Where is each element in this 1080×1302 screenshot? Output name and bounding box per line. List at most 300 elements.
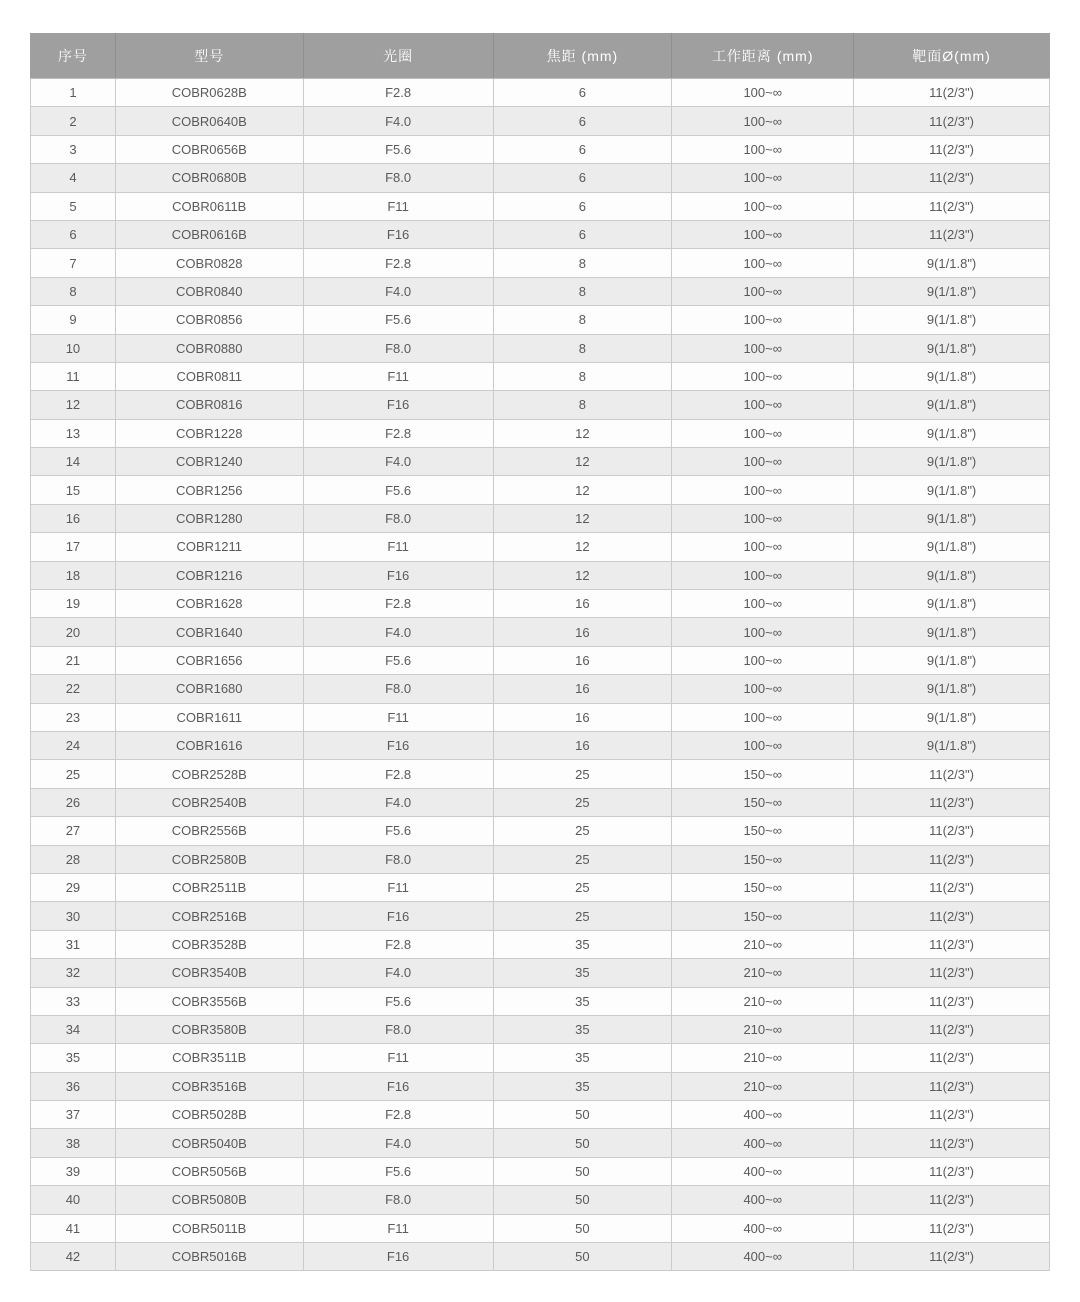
table-row — [31, 590, 1050, 618]
cell-working-distance-mm: 400~∞ — [672, 1186, 854, 1214]
cell-aperture: F8.0 — [303, 504, 493, 532]
cell-sensor-size-mm: 11(2/3") — [854, 788, 1050, 816]
cell-working-distance-mm: 150~∞ — [672, 817, 854, 845]
cell-index: 32 — [31, 959, 116, 987]
cell-model: COBR5056B — [115, 1157, 303, 1185]
cell-aperture: F2.8 — [303, 249, 493, 277]
cell-sensor-size-mm: 9(1/1.8") — [854, 448, 1050, 476]
cell-focal-length-mm: 6 — [493, 135, 672, 163]
cell-working-distance-mm: 210~∞ — [672, 1015, 854, 1043]
cell-sensor-size-mm: 11(2/3") — [854, 1044, 1050, 1072]
cell-focal-length-mm: 8 — [493, 334, 672, 362]
cell-index: 20 — [31, 618, 116, 646]
cell-index: 4 — [31, 164, 116, 192]
table-row — [31, 1243, 1050, 1271]
cell-focal-length-mm: 8 — [493, 249, 672, 277]
cell-sensor-size-mm: 11(2/3") — [854, 79, 1050, 107]
cell-sensor-size-mm: 11(2/3") — [854, 987, 1050, 1015]
cell-aperture: F5.6 — [303, 817, 493, 845]
cell-model: COBR5028B — [115, 1101, 303, 1129]
cell-working-distance-mm: 400~∞ — [672, 1214, 854, 1242]
cell-model: COBR0840 — [115, 277, 303, 305]
cell-index: 38 — [31, 1129, 116, 1157]
cell-aperture: F5.6 — [303, 135, 493, 163]
cell-working-distance-mm: 150~∞ — [672, 902, 854, 930]
cell-index: 23 — [31, 703, 116, 731]
cell-working-distance-mm: 400~∞ — [672, 1157, 854, 1185]
column-header-aperture: 光圈 — [303, 34, 493, 79]
cell-model: COBR2580B — [115, 845, 303, 873]
cell-aperture: F11 — [303, 362, 493, 390]
column-header-model: 型号 — [115, 34, 303, 79]
cell-index: 26 — [31, 788, 116, 816]
cell-aperture: F8.0 — [303, 845, 493, 873]
cell-working-distance-mm: 100~∞ — [672, 192, 854, 220]
cell-model: COBR1611 — [115, 703, 303, 731]
cell-index: 34 — [31, 1015, 116, 1043]
table-row — [31, 1129, 1050, 1157]
cell-index: 1 — [31, 79, 116, 107]
cell-index: 41 — [31, 1214, 116, 1242]
cell-aperture: F4.0 — [303, 959, 493, 987]
cell-aperture: F11 — [303, 533, 493, 561]
cell-focal-length-mm: 50 — [493, 1214, 672, 1242]
cell-focal-length-mm: 12 — [493, 504, 672, 532]
cell-aperture: F16 — [303, 220, 493, 248]
cell-sensor-size-mm: 9(1/1.8") — [854, 362, 1050, 390]
cell-sensor-size-mm: 9(1/1.8") — [854, 277, 1050, 305]
cell-index: 35 — [31, 1044, 116, 1072]
cell-model: COBR1616 — [115, 731, 303, 759]
lens-spec-table-container — [30, 33, 1050, 1271]
column-header-index: 序号 — [31, 34, 116, 79]
cell-aperture: F11 — [303, 1044, 493, 1072]
table-row — [31, 902, 1050, 930]
cell-model: COBR5016B — [115, 1243, 303, 1271]
cell-focal-length-mm: 25 — [493, 760, 672, 788]
cell-aperture: F2.8 — [303, 590, 493, 618]
cell-focal-length-mm: 16 — [493, 646, 672, 674]
cell-working-distance-mm: 100~∞ — [672, 448, 854, 476]
cell-index: 9 — [31, 306, 116, 334]
cell-index: 13 — [31, 419, 116, 447]
cell-sensor-size-mm: 11(2/3") — [854, 845, 1050, 873]
cell-model: COBR2516B — [115, 902, 303, 930]
table-row — [31, 220, 1050, 248]
cell-index: 40 — [31, 1186, 116, 1214]
column-header-focal-length: 焦距 (mm) — [493, 34, 672, 79]
table-row — [31, 277, 1050, 305]
cell-working-distance-mm: 100~∞ — [672, 561, 854, 589]
cell-index: 7 — [31, 249, 116, 277]
cell-model: COBR3516B — [115, 1072, 303, 1100]
cell-sensor-size-mm: 9(1/1.8") — [854, 249, 1050, 277]
cell-aperture: F4.0 — [303, 1129, 493, 1157]
cell-focal-length-mm: 8 — [493, 362, 672, 390]
cell-sensor-size-mm: 9(1/1.8") — [854, 646, 1050, 674]
cell-focal-length-mm: 35 — [493, 1015, 672, 1043]
cell-focal-length-mm: 50 — [493, 1243, 672, 1271]
cell-aperture: F8.0 — [303, 675, 493, 703]
cell-aperture: F5.6 — [303, 306, 493, 334]
cell-model: COBR1628 — [115, 590, 303, 618]
cell-model: COBR0611B — [115, 192, 303, 220]
cell-focal-length-mm: 50 — [493, 1101, 672, 1129]
cell-aperture: F2.8 — [303, 1101, 493, 1129]
cell-model: COBR1240 — [115, 448, 303, 476]
cell-working-distance-mm: 100~∞ — [672, 277, 854, 305]
cell-focal-length-mm: 12 — [493, 419, 672, 447]
cell-index: 29 — [31, 873, 116, 901]
cell-sensor-size-mm: 9(1/1.8") — [854, 476, 1050, 504]
cell-index: 6 — [31, 220, 116, 248]
cell-working-distance-mm: 100~∞ — [672, 476, 854, 504]
cell-aperture: F8.0 — [303, 334, 493, 362]
cell-focal-length-mm: 16 — [493, 675, 672, 703]
table-row — [31, 760, 1050, 788]
cell-aperture: F8.0 — [303, 1186, 493, 1214]
cell-sensor-size-mm: 11(2/3") — [854, 192, 1050, 220]
cell-model: COBR5040B — [115, 1129, 303, 1157]
table-row — [31, 646, 1050, 674]
cell-focal-length-mm: 6 — [493, 192, 672, 220]
cell-working-distance-mm: 100~∞ — [672, 419, 854, 447]
cell-working-distance-mm: 100~∞ — [672, 590, 854, 618]
cell-aperture: F2.8 — [303, 930, 493, 958]
cell-sensor-size-mm: 11(2/3") — [854, 902, 1050, 930]
cell-working-distance-mm: 210~∞ — [672, 1072, 854, 1100]
cell-focal-length-mm: 25 — [493, 817, 672, 845]
cell-index: 16 — [31, 504, 116, 532]
cell-sensor-size-mm: 11(2/3") — [854, 1186, 1050, 1214]
table-row — [31, 703, 1050, 731]
cell-sensor-size-mm: 11(2/3") — [854, 1214, 1050, 1242]
cell-working-distance-mm: 100~∞ — [672, 391, 854, 419]
cell-working-distance-mm: 210~∞ — [672, 987, 854, 1015]
cell-model: COBR5011B — [115, 1214, 303, 1242]
cell-model: COBR1228 — [115, 419, 303, 447]
table-row — [31, 79, 1050, 107]
cell-index: 30 — [31, 902, 116, 930]
cell-sensor-size-mm: 11(2/3") — [854, 164, 1050, 192]
cell-index: 12 — [31, 391, 116, 419]
table-row — [31, 731, 1050, 759]
cell-aperture: F5.6 — [303, 1157, 493, 1185]
cell-focal-length-mm: 12 — [493, 533, 672, 561]
cell-index: 3 — [31, 135, 116, 163]
cell-aperture: F11 — [303, 703, 493, 731]
cell-working-distance-mm: 100~∞ — [672, 334, 854, 362]
cell-model: COBR1280 — [115, 504, 303, 532]
cell-aperture: F16 — [303, 1243, 493, 1271]
cell-sensor-size-mm: 9(1/1.8") — [854, 561, 1050, 589]
cell-focal-length-mm: 25 — [493, 873, 672, 901]
table-row — [31, 334, 1050, 362]
cell-aperture: F11 — [303, 1214, 493, 1242]
cell-index: 28 — [31, 845, 116, 873]
cell-index: 39 — [31, 1157, 116, 1185]
cell-model: COBR1656 — [115, 646, 303, 674]
cell-working-distance-mm: 100~∞ — [672, 533, 854, 561]
cell-sensor-size-mm: 11(2/3") — [854, 135, 1050, 163]
cell-focal-length-mm: 8 — [493, 306, 672, 334]
cell-index: 18 — [31, 561, 116, 589]
cell-aperture: F5.6 — [303, 476, 493, 504]
cell-sensor-size-mm: 9(1/1.8") — [854, 334, 1050, 362]
cell-focal-length-mm: 25 — [493, 902, 672, 930]
cell-model: COBR3511B — [115, 1044, 303, 1072]
cell-index: 25 — [31, 760, 116, 788]
cell-working-distance-mm: 100~∞ — [672, 504, 854, 532]
cell-focal-length-mm: 6 — [493, 79, 672, 107]
table-row — [31, 1015, 1050, 1043]
cell-working-distance-mm: 400~∞ — [672, 1243, 854, 1271]
cell-index: 27 — [31, 817, 116, 845]
table-row — [31, 107, 1050, 135]
cell-aperture: F4.0 — [303, 788, 493, 816]
cell-index: 11 — [31, 362, 116, 390]
cell-model: COBR0628B — [115, 79, 303, 107]
cell-working-distance-mm: 210~∞ — [672, 959, 854, 987]
table-header — [31, 34, 1050, 79]
cell-index: 8 — [31, 277, 116, 305]
cell-working-distance-mm: 150~∞ — [672, 873, 854, 901]
table-row — [31, 987, 1050, 1015]
cell-model: COBR2528B — [115, 760, 303, 788]
cell-working-distance-mm: 100~∞ — [672, 249, 854, 277]
table-row — [31, 448, 1050, 476]
cell-aperture: F16 — [303, 902, 493, 930]
cell-sensor-size-mm: 11(2/3") — [854, 873, 1050, 901]
cell-index: 24 — [31, 731, 116, 759]
cell-aperture: F16 — [303, 561, 493, 589]
cell-model: COBR1256 — [115, 476, 303, 504]
cell-working-distance-mm: 150~∞ — [672, 788, 854, 816]
cell-focal-length-mm: 35 — [493, 1072, 672, 1100]
cell-working-distance-mm: 100~∞ — [672, 731, 854, 759]
cell-aperture: F2.8 — [303, 419, 493, 447]
cell-focal-length-mm: 8 — [493, 277, 672, 305]
cell-index: 14 — [31, 448, 116, 476]
table-row — [31, 1214, 1050, 1242]
cell-aperture: F2.8 — [303, 760, 493, 788]
cell-model: COBR3556B — [115, 987, 303, 1015]
cell-focal-length-mm: 12 — [493, 448, 672, 476]
cell-sensor-size-mm: 11(2/3") — [854, 817, 1050, 845]
cell-aperture: F5.6 — [303, 646, 493, 674]
cell-focal-length-mm: 50 — [493, 1186, 672, 1214]
table-row — [31, 192, 1050, 220]
cell-model: COBR0856 — [115, 306, 303, 334]
cell-focal-length-mm: 12 — [493, 561, 672, 589]
cell-index: 19 — [31, 590, 116, 618]
cell-working-distance-mm: 100~∞ — [672, 618, 854, 646]
cell-model: COBR1216 — [115, 561, 303, 589]
cell-working-distance-mm: 100~∞ — [672, 79, 854, 107]
cell-sensor-size-mm: 11(2/3") — [854, 1101, 1050, 1129]
table-row — [31, 1072, 1050, 1100]
cell-focal-length-mm: 6 — [493, 164, 672, 192]
table-row — [31, 1186, 1050, 1214]
table-row — [31, 135, 1050, 163]
cell-sensor-size-mm: 9(1/1.8") — [854, 419, 1050, 447]
cell-aperture: F16 — [303, 391, 493, 419]
cell-index: 31 — [31, 930, 116, 958]
cell-sensor-size-mm: 11(2/3") — [854, 1015, 1050, 1043]
cell-aperture: F11 — [303, 192, 493, 220]
cell-aperture: F16 — [303, 731, 493, 759]
table-row — [31, 1044, 1050, 1072]
table-header-row — [31, 34, 1050, 79]
cell-sensor-size-mm: 11(2/3") — [854, 1129, 1050, 1157]
cell-aperture: F11 — [303, 873, 493, 901]
cell-working-distance-mm: 100~∞ — [672, 306, 854, 334]
cell-sensor-size-mm: 11(2/3") — [854, 1072, 1050, 1100]
table-row — [31, 788, 1050, 816]
cell-index: 10 — [31, 334, 116, 362]
table-body — [31, 79, 1050, 1271]
cell-model: COBR1640 — [115, 618, 303, 646]
cell-index: 17 — [31, 533, 116, 561]
cell-working-distance-mm: 100~∞ — [672, 675, 854, 703]
cell-index: 15 — [31, 476, 116, 504]
table-row — [31, 873, 1050, 901]
table-row — [31, 1157, 1050, 1185]
cell-sensor-size-mm: 11(2/3") — [854, 107, 1050, 135]
cell-sensor-size-mm: 9(1/1.8") — [854, 590, 1050, 618]
cell-sensor-size-mm: 9(1/1.8") — [854, 504, 1050, 532]
cell-focal-length-mm: 25 — [493, 788, 672, 816]
cell-focal-length-mm: 8 — [493, 391, 672, 419]
table-row — [31, 675, 1050, 703]
cell-sensor-size-mm: 11(2/3") — [854, 930, 1050, 958]
cell-model: COBR3540B — [115, 959, 303, 987]
cell-focal-length-mm: 16 — [493, 590, 672, 618]
cell-sensor-size-mm: 9(1/1.8") — [854, 618, 1050, 646]
cell-model: COBR0616B — [115, 220, 303, 248]
cell-sensor-size-mm: 11(2/3") — [854, 1157, 1050, 1185]
table-row — [31, 561, 1050, 589]
cell-sensor-size-mm: 9(1/1.8") — [854, 306, 1050, 334]
cell-model: COBR0816 — [115, 391, 303, 419]
cell-focal-length-mm: 35 — [493, 959, 672, 987]
cell-model: COBR0811 — [115, 362, 303, 390]
table-row — [31, 362, 1050, 390]
cell-focal-length-mm: 35 — [493, 930, 672, 958]
cell-sensor-size-mm: 11(2/3") — [854, 760, 1050, 788]
cell-sensor-size-mm: 11(2/3") — [854, 959, 1050, 987]
cell-sensor-size-mm: 9(1/1.8") — [854, 731, 1050, 759]
cell-index: 5 — [31, 192, 116, 220]
table-row — [31, 1101, 1050, 1129]
cell-model: COBR0828 — [115, 249, 303, 277]
cell-aperture: F2.8 — [303, 79, 493, 107]
cell-focal-length-mm: 25 — [493, 845, 672, 873]
table-row — [31, 391, 1050, 419]
cell-focal-length-mm: 50 — [493, 1129, 672, 1157]
cell-model: COBR0680B — [115, 164, 303, 192]
cell-model: COBR0640B — [115, 107, 303, 135]
cell-model: COBR1680 — [115, 675, 303, 703]
cell-focal-length-mm: 16 — [493, 731, 672, 759]
cell-sensor-size-mm: 9(1/1.8") — [854, 391, 1050, 419]
cell-model: COBR1211 — [115, 533, 303, 561]
table-row — [31, 249, 1050, 277]
cell-focal-length-mm: 35 — [493, 1044, 672, 1072]
cell-working-distance-mm: 100~∞ — [672, 362, 854, 390]
cell-working-distance-mm: 400~∞ — [672, 1101, 854, 1129]
cell-focal-length-mm: 6 — [493, 107, 672, 135]
cell-index: 33 — [31, 987, 116, 1015]
table-row — [31, 959, 1050, 987]
cell-model: COBR3580B — [115, 1015, 303, 1043]
cell-index: 22 — [31, 675, 116, 703]
cell-index: 21 — [31, 646, 116, 674]
cell-index: 37 — [31, 1101, 116, 1129]
cell-working-distance-mm: 100~∞ — [672, 703, 854, 731]
table-row — [31, 164, 1050, 192]
column-header-working-distance: 工作距离 (mm) — [672, 34, 854, 79]
cell-focal-length-mm: 12 — [493, 476, 672, 504]
cell-model: COBR0656B — [115, 135, 303, 163]
cell-sensor-size-mm: 9(1/1.8") — [854, 703, 1050, 731]
cell-sensor-size-mm: 9(1/1.8") — [854, 533, 1050, 561]
table-row — [31, 533, 1050, 561]
cell-model: COBR5080B — [115, 1186, 303, 1214]
cell-working-distance-mm: 150~∞ — [672, 760, 854, 788]
table-row — [31, 930, 1050, 958]
cell-working-distance-mm: 100~∞ — [672, 107, 854, 135]
cell-working-distance-mm: 210~∞ — [672, 1044, 854, 1072]
table-row — [31, 618, 1050, 646]
table-row — [31, 476, 1050, 504]
table-row — [31, 419, 1050, 447]
table-row — [31, 504, 1050, 532]
table-row — [31, 845, 1050, 873]
cell-working-distance-mm: 210~∞ — [672, 930, 854, 958]
cell-aperture: F8.0 — [303, 1015, 493, 1043]
cell-model: COBR2511B — [115, 873, 303, 901]
cell-working-distance-mm: 100~∞ — [672, 646, 854, 674]
lens-spec-table — [30, 33, 1050, 1271]
cell-index: 42 — [31, 1243, 116, 1271]
cell-focal-length-mm: 16 — [493, 618, 672, 646]
cell-aperture: F4.0 — [303, 277, 493, 305]
cell-sensor-size-mm: 9(1/1.8") — [854, 675, 1050, 703]
cell-working-distance-mm: 100~∞ — [672, 164, 854, 192]
cell-focal-length-mm: 16 — [493, 703, 672, 731]
table-row — [31, 817, 1050, 845]
cell-working-distance-mm: 400~∞ — [672, 1129, 854, 1157]
cell-aperture: F16 — [303, 1072, 493, 1100]
cell-aperture: F4.0 — [303, 618, 493, 646]
cell-working-distance-mm: 150~∞ — [672, 845, 854, 873]
cell-focal-length-mm: 35 — [493, 987, 672, 1015]
cell-index: 2 — [31, 107, 116, 135]
cell-model: COBR3528B — [115, 930, 303, 958]
cell-focal-length-mm: 50 — [493, 1157, 672, 1185]
cell-aperture: F4.0 — [303, 448, 493, 476]
cell-aperture: F4.0 — [303, 107, 493, 135]
table-row — [31, 306, 1050, 334]
cell-index: 36 — [31, 1072, 116, 1100]
cell-working-distance-mm: 100~∞ — [672, 135, 854, 163]
cell-model: COBR2540B — [115, 788, 303, 816]
cell-working-distance-mm: 100~∞ — [672, 220, 854, 248]
cell-model: COBR2556B — [115, 817, 303, 845]
cell-aperture: F8.0 — [303, 164, 493, 192]
cell-sensor-size-mm: 11(2/3") — [854, 1243, 1050, 1271]
